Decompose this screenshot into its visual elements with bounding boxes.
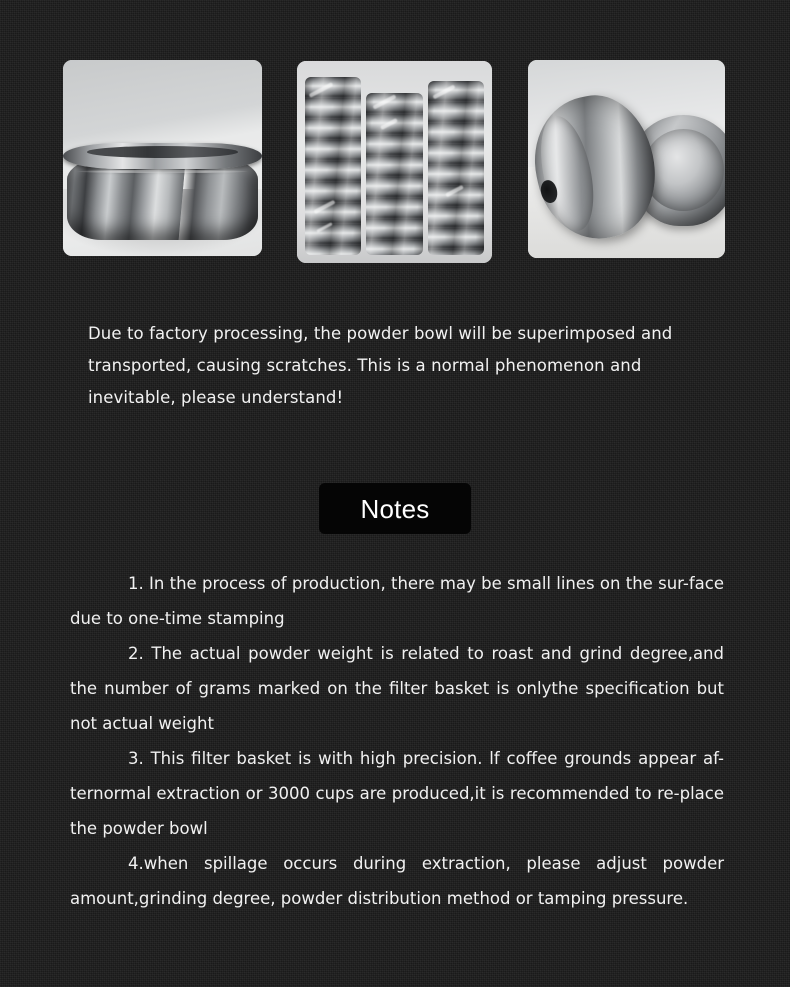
basket-stack-middle	[366, 93, 423, 255]
note-item-4: 4.when spillage occurs during extraction, please adjust powder amount,grinding degree, powder distribution method or tamping pressure.	[70, 854, 724, 908]
notes-list	[70, 566, 724, 916]
note-item-2: 2. The actual powder weight is related to roast and grind degree,and the number of grams marked on the filter basket is onlythe specification but not actual weight	[70, 644, 724, 733]
basket-stack-left	[305, 77, 362, 255]
intro-paragraph	[88, 318, 728, 414]
stack-sheen	[428, 81, 485, 255]
product-image-basket-side	[63, 60, 262, 256]
intro-text: Due to factory processing, the powder bowl will be superimposed and transported, causing scratches. This is a normal phenomenon and inevitable, please understand!	[88, 324, 673, 407]
product-image-basket-side-canvas	[63, 60, 262, 256]
basket-upright-interior	[643, 129, 724, 211]
basket-stack-right	[428, 81, 485, 255]
product-image-basket-pair-canvas	[528, 60, 725, 258]
note-item-3: 3. This filter basket is with high precision. lf coffee grounds appear af-ternormal extraction or 3000 cups are produced,it is recommended to re-place the powder bowl	[70, 749, 724, 838]
stack-sheen	[305, 77, 362, 255]
basket-interior-shadow	[87, 146, 238, 158]
product-image-basket-stacks-canvas	[297, 61, 492, 263]
notes-heading-label: Notes	[360, 493, 430, 524]
notes-heading-badge	[319, 483, 471, 534]
basket-highlight-line	[77, 170, 248, 173]
product-image-basket-pair	[528, 60, 725, 258]
product-photo-strip	[0, 0, 790, 280]
product-image-basket-stacks	[297, 61, 492, 263]
note-item-1: 1. In the process of production, there may be small lines on the sur-face due to one-time stamping	[70, 574, 724, 628]
